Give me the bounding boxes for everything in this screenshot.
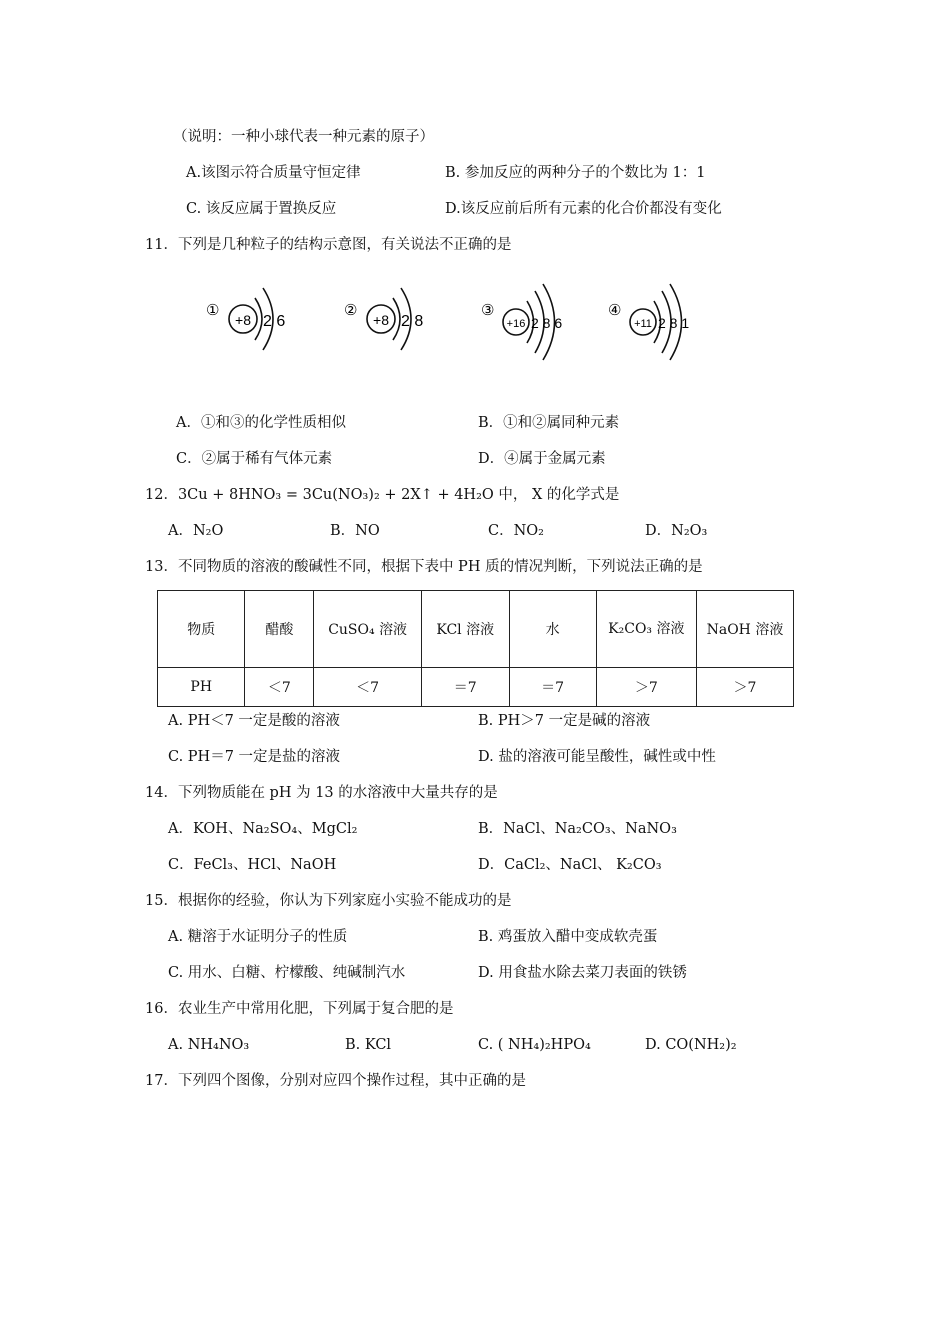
q15-option-a: A. 糖溶于水证明分子的性质 xyxy=(168,929,348,945)
ph-table xyxy=(157,590,794,707)
ph-table-header-cell: NaOH 溶液 xyxy=(696,591,793,668)
ph-table-cell: ＞7 xyxy=(596,668,696,707)
q14-stem: 14．下列物质能在 pH 为 13 的水溶液中大量共存的是 xyxy=(145,785,498,801)
q13-stem: 13．不同物质的溶液的酸碱性不同，根据下表中 PH 质的情况判断，下列说法正确的是 xyxy=(145,559,703,575)
atom-4-label: ④ xyxy=(608,301,622,319)
q15-option-c: C. 用水、白糖、柠檬酸、纯碱制汽水 xyxy=(168,965,406,981)
q14-option-a: A．KOH、Na₂SO₄、MgCl₂ xyxy=(168,821,358,837)
atom-4-nucleus: +11 xyxy=(634,318,652,330)
ph-table-cell: ＜7 xyxy=(314,668,422,707)
q10-option-d: D.该反应前后所有元素的化合价都没有变化 xyxy=(445,201,722,217)
atom-2-label: ② xyxy=(344,301,358,319)
atom-1-label: ① xyxy=(206,301,220,319)
q13-option-a: A. PH＜7 一定是酸的溶液 xyxy=(168,713,340,729)
q15-option-d: D. 用食盐水除去菜刀表面的铁锈 xyxy=(478,965,687,981)
ph-table-header-cell: 醋酸 xyxy=(245,591,314,668)
q12-option-c: C．NO₂ xyxy=(488,523,544,539)
ph-table-header-cell: KCl 溶液 xyxy=(421,591,509,668)
ph-table-header-cell: 物质 xyxy=(158,591,245,668)
atom-1-shells: 2 6 xyxy=(263,313,286,330)
q12-option-d: D．N₂O₃ xyxy=(645,523,708,539)
atom-3-shells: 2 8 6 xyxy=(531,315,563,331)
q13-option-d: D. 盐的溶液可能呈酸性，碱性或中性 xyxy=(478,749,716,765)
q12-option-b: B．NO xyxy=(330,523,380,539)
q14-option-c: C．FeCl₃、HCl、NaOH xyxy=(168,857,337,873)
ph-table-cell: ＜7 xyxy=(245,668,314,707)
q16-stem: 16．农业生产中常用化肥，下列属于复合肥的是 xyxy=(145,1001,454,1017)
atom-diagram-4 xyxy=(607,276,737,366)
q10-note: （说明：一种小球代表一种元素的原子） xyxy=(173,129,434,145)
atom-diagram-2 xyxy=(343,276,473,366)
q14-option-b: B．NaCl、Na₂CO₃、NaNO₃ xyxy=(478,821,677,837)
q11-option-d: D．④属于金属元素 xyxy=(478,451,606,467)
ph-table-value-row xyxy=(158,668,794,707)
q12-option-a: A．N₂O xyxy=(168,523,224,539)
q11-option-c: C．②属于稀有气体元素 xyxy=(176,451,333,467)
atom-diagram-3 xyxy=(480,276,610,366)
q11-stem: 11．下列是几种粒子的结构示意图，有关说法不正确的是 xyxy=(145,237,512,253)
q15-stem: 15．根据你的经验，你认为下列家庭小实验不能成功的是 xyxy=(145,893,512,909)
q11-option-b: B．①和②属同种元素 xyxy=(478,415,620,431)
q15-option-b: B. 鸡蛋放入醋中变成软壳蛋 xyxy=(478,929,658,945)
ph-table-header-cell: K₂CO₃ 溶液 xyxy=(596,591,696,668)
q13-option-b: B. PH＞7 一定是碱的溶液 xyxy=(478,713,651,729)
q16-option-b: B. KCl xyxy=(345,1037,392,1053)
atom-4-shells: 2 8 1 xyxy=(658,315,690,331)
atom-1-nucleus: +8 xyxy=(235,312,251,328)
q13-option-c: C. PH＝7 一定是盐的溶液 xyxy=(168,749,341,765)
ph-table-header-cell: CuSO₄ 溶液 xyxy=(314,591,422,668)
q14-option-d: D．CaCl₂、NaCl、 K₂CO₃ xyxy=(478,857,662,873)
q12-stem: 12．3Cu + 8HNO₃ = 3Cu(NO₃)₂ + 2X↑ + 4H₂O 中， X 的化学式是 xyxy=(145,487,620,503)
ph-table-header-cell: 水 xyxy=(509,591,596,668)
q10-option-b: B. 参加反应的两种分子的个数比为 1：1 xyxy=(445,165,706,181)
q16-option-d: D. CO(NH₂)₂ xyxy=(645,1037,737,1053)
ph-table-cell: PH xyxy=(158,668,245,707)
atom-3-nucleus: +16 xyxy=(506,318,526,330)
ph-table-cell: ＝7 xyxy=(509,668,596,707)
q10-option-a: A.该图示符合质量守恒定律 xyxy=(186,165,361,181)
q17-stem: 17．下列四个图像，分别对应四个操作过程，其中正确的是 xyxy=(145,1073,526,1089)
atom-2-nucleus: +8 xyxy=(373,312,389,328)
atom-3-label: ③ xyxy=(481,301,495,319)
ph-table-cell: ＝7 xyxy=(421,668,509,707)
ph-table-cell: ＞7 xyxy=(696,668,793,707)
atom-2-shells: 2 8 xyxy=(401,313,424,330)
q11-option-a: A．①和③的化学性质相似 xyxy=(176,415,346,431)
q16-option-a: A. NH₄NO₃ xyxy=(168,1037,250,1053)
q10-option-c: C. 该反应属于置换反应 xyxy=(186,201,337,217)
ph-table-header-row xyxy=(158,591,794,668)
atom-diagram-1 xyxy=(205,276,335,366)
q16-option-c: C. ( NH₄)₂HPO₄ xyxy=(478,1037,591,1053)
